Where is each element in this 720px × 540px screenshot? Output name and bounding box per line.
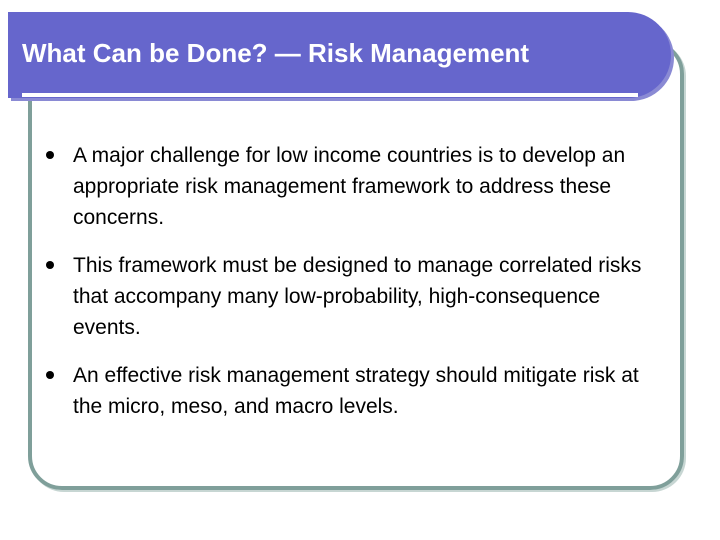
slide-title: What Can be Done? — Risk Management — [22, 38, 530, 68]
circle-bullet-icon — [46, 151, 54, 159]
circle-bullet-icon — [46, 261, 54, 269]
bullet-text: A major challenge for low income countries is to develop an appropriate risk management framework to address these concerns. — [73, 144, 626, 229]
bullet-item — [42, 250, 672, 343]
bullet-text: An effective risk management strategy should mitigate risk at the micro, meso, and macro levels. — [73, 364, 639, 418]
bullet-item — [42, 140, 672, 233]
bullet-list — [42, 140, 672, 439]
bullet-text: This framework must be designed to manage correlated risks that accompany many low-probability, high-consequence events. — [73, 254, 642, 339]
title-underline — [22, 93, 638, 97]
bullet-item — [42, 360, 672, 422]
circle-bullet-icon — [46, 371, 54, 379]
